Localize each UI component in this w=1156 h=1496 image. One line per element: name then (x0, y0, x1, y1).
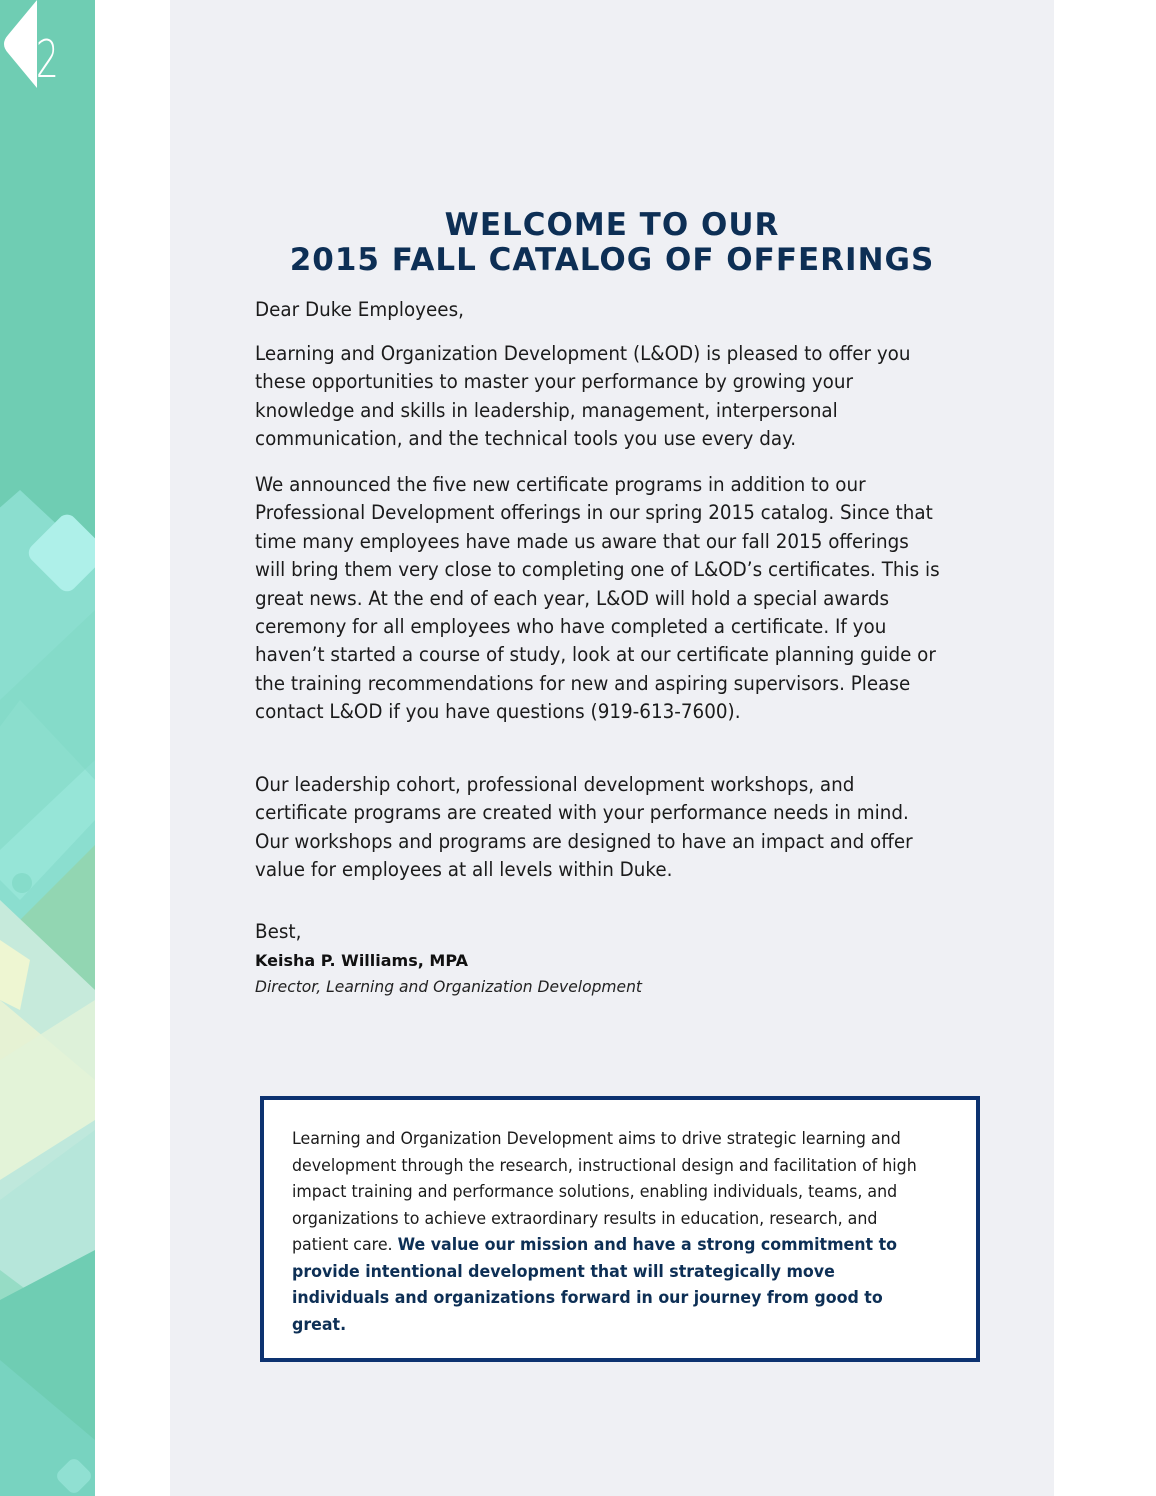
decorative-side-strip (0, 0, 95, 1496)
mission-commitment: We value our mission and have a strong commitment to provide intentional development that will strategically move individuals and organizations forward in our journey from good to great. (292, 1235, 898, 1335)
geometric-pattern-graphic (0, 0, 95, 1496)
mission-text (292, 1126, 936, 1338)
letter-paragraph-3 (255, 771, 941, 885)
letter-paragraph-2 (255, 471, 941, 727)
signer-title: Director, Learning and Organization Development (255, 977, 643, 996)
mission-statement-box (260, 1096, 980, 1362)
title-line-1: WELCOME TO OUR (444, 207, 780, 243)
letter-paragraph-1 (255, 340, 941, 454)
salutation: Dear Duke Employees, (255, 298, 464, 321)
page-gutter (95, 0, 170, 1496)
paragraph-text: Learning and Organization Development (L&OD) is pleased to offer you these opportunities to master your performance by growing your knowledge and skills in leadership, management, interpersonal communication, and the technical tools you use every day. (255, 342, 911, 451)
right-margin (1054, 0, 1156, 1496)
page-number: 2 (35, 30, 59, 90)
paragraph-text: We announced the five new certificate programs in addition to our Professional Development offerings in our spring 2015 catalog. Since that time many employees have made us aware that our fall 2015 offerings will bring them very close to completing one of L&OD’s certificates. This is great news. At the end of each year, L&OD will hold a special awards ceremony for all employees who have completed a certificate. If you haven’t started a course of study, look at our certificate planning guide or the training recommendations for new and aspiring supervisors. Please contact L&OD if you have questions (919-613-7600). (255, 473, 940, 724)
closing: Best, (255, 920, 302, 943)
paragraph-text: Our leadership cohort, professional development workshops, and certificate programs are created with your performance needs in mind. Our workshops and programs are designed to have an impact and offer value for employees at all levels within Duke. (255, 773, 913, 882)
signer-name: Keisha P. Williams, MPA (255, 951, 468, 970)
title-line-2: 2015 FALL CATALOG OF OFFERINGS (289, 242, 935, 278)
page-title (170, 208, 1054, 278)
mission-statement: Learning and Organization Development aims to drive strategic learning and development through the research, instructional design and facilitation of high impact training and performance solutions, enabling individuals, teams, and organizations to achieve extraordinary results in education, research, and patient care. (292, 1129, 917, 1255)
